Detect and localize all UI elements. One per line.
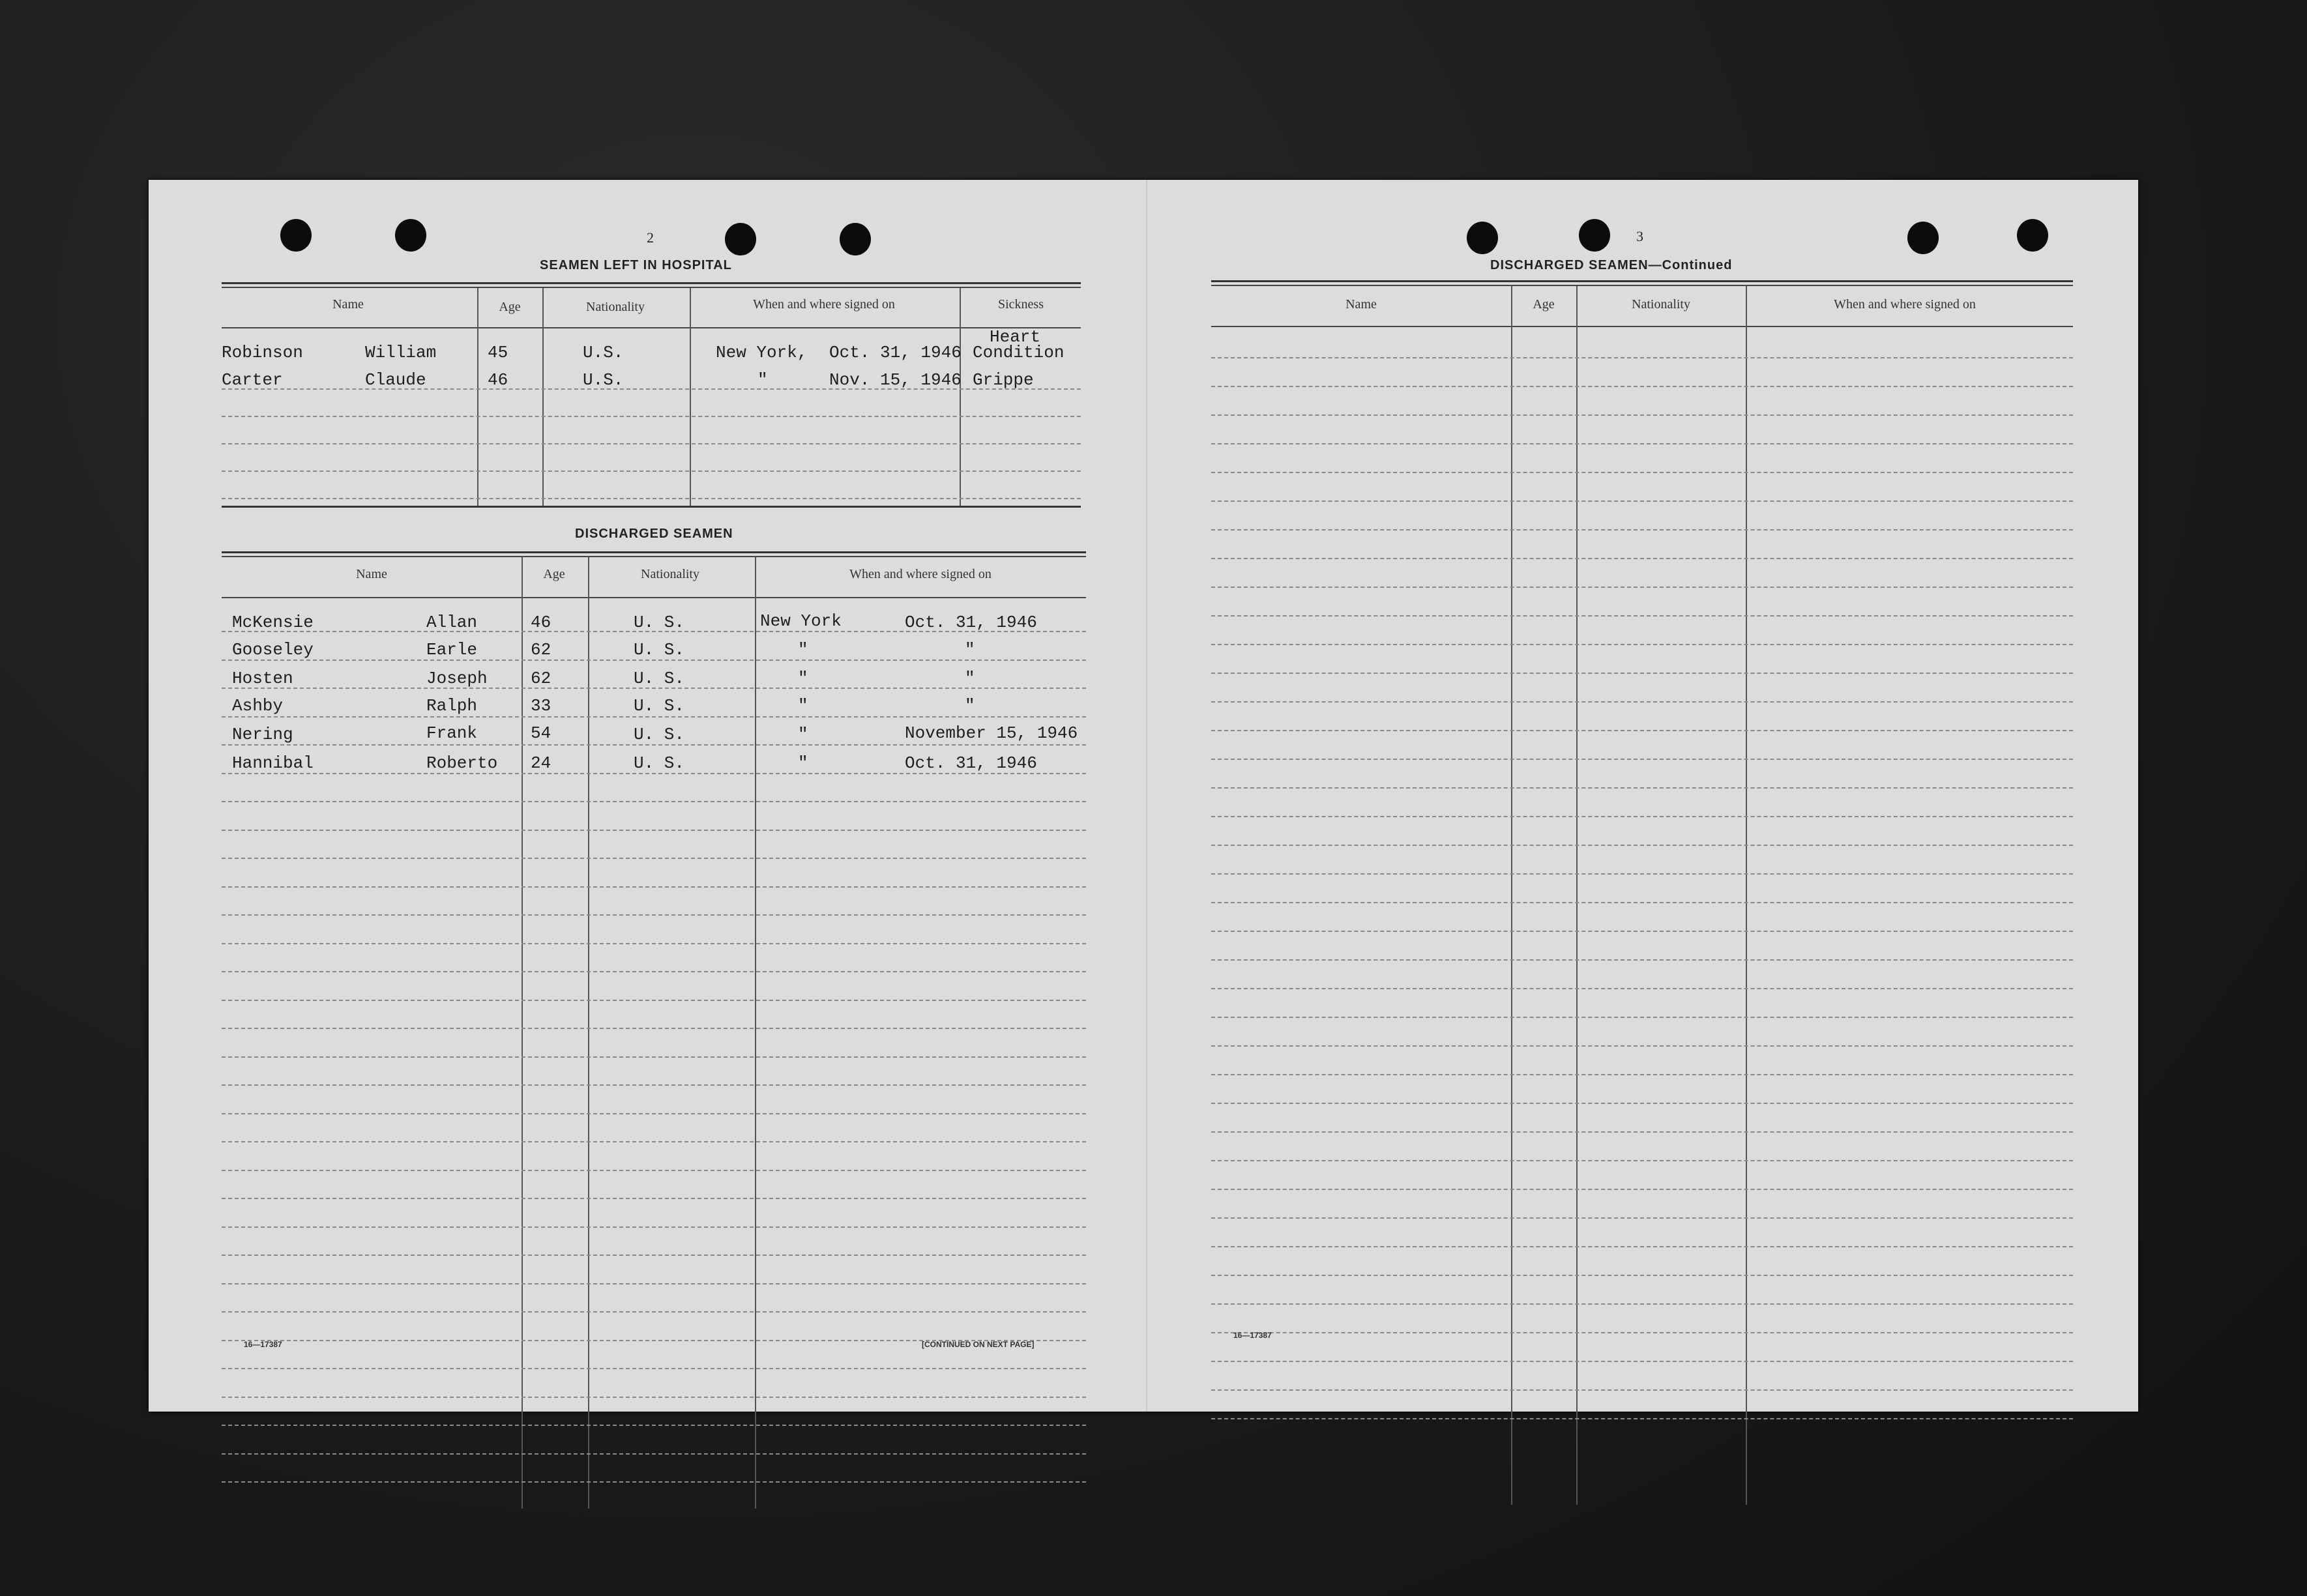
row-rule [1211, 529, 2073, 530]
age-cell: 24 [531, 753, 551, 773]
age-cell: 46 [488, 370, 508, 390]
date-cell: November 15, 1946 [905, 723, 1078, 743]
row-rule [1211, 959, 2073, 961]
form-number: 16—17387 [1233, 1331, 1272, 1340]
row-rule [1211, 1045, 2073, 1047]
row-rule [1211, 644, 2073, 645]
row-rule [1211, 443, 2073, 444]
row-rule [1211, 816, 2073, 817]
given-name-cell: Ralph [426, 696, 478, 716]
date-cell: Oct. 31, 1946 [905, 753, 1037, 773]
column-divider [542, 288, 544, 506]
row-rule [222, 1084, 1086, 1086]
given-name-cell: Earle [426, 640, 478, 660]
row-rule [222, 1368, 1086, 1369]
continued-note: [CONTINUED ON NEXT PAGE] [922, 1340, 1035, 1349]
row-rule [222, 943, 1086, 944]
row-rule [1211, 701, 2073, 703]
row-rule [222, 830, 1086, 831]
col-header-sickness: Sickness [998, 297, 1044, 312]
row-rule [1211, 1131, 2073, 1133]
nationality-cell: U.S. [583, 370, 624, 390]
row-rule [1211, 1275, 2073, 1276]
row-rule [1211, 845, 2073, 846]
form-number: 16—17387 [244, 1340, 282, 1349]
col-header-signed-on: When and where signed on [849, 567, 992, 581]
row-rule [222, 1397, 1086, 1398]
row-rule [1211, 1303, 2073, 1305]
header-rule [1211, 326, 2073, 327]
given-name-cell: Frank [426, 723, 478, 743]
row-rule [222, 1056, 1086, 1058]
row-rule [222, 1481, 1086, 1483]
table-rule [222, 556, 1086, 557]
row-rule [222, 858, 1086, 859]
row-rule [222, 1453, 1086, 1455]
header-rule [222, 597, 1086, 598]
row-rule [1211, 558, 2073, 559]
table-rule [1211, 280, 2073, 282]
col-header-nationality: Nationality [1632, 297, 1690, 312]
place-cell: " [798, 640, 808, 660]
col-header-nationality: Nationality [586, 300, 645, 314]
row-rule [1211, 673, 2073, 674]
row-rule [222, 498, 1081, 499]
col-header-name: Name [356, 567, 387, 581]
column-divider [755, 557, 756, 1509]
row-rule [1211, 501, 2073, 502]
header-rule [222, 327, 1081, 328]
row-rule [1211, 615, 2073, 617]
surname-cell: Robinson [222, 343, 303, 362]
left-page [149, 180, 1146, 1412]
nationality-cell: U. S. [634, 753, 685, 773]
nationality-cell: U. S. [634, 696, 685, 716]
given-name-cell: Roberto [426, 753, 498, 773]
row-rule [222, 914, 1086, 916]
row-rule [222, 801, 1086, 802]
age-cell: 62 [531, 669, 551, 688]
row-rule [1211, 787, 2073, 789]
surname-cell: Gooseley [232, 640, 314, 660]
column-divider [1576, 286, 1578, 1505]
date-cell: Oct. 31, 1946 [829, 343, 962, 362]
place-cell: " [798, 725, 808, 744]
row-rule [1211, 414, 2073, 416]
right-page [1146, 180, 2138, 1412]
surname-cell: Hosten [232, 669, 293, 688]
row-rule [222, 1198, 1086, 1199]
col-header-age: Age [543, 567, 565, 581]
row-rule [1211, 873, 2073, 875]
table-rule [222, 551, 1086, 553]
row-rule [222, 1283, 1086, 1284]
age-cell: 33 [531, 696, 551, 716]
given-name-cell: Joseph [426, 669, 488, 688]
surname-cell: Nering [232, 725, 293, 744]
place-cell: " [798, 753, 808, 773]
row-rule [1211, 587, 2073, 588]
row-rule [222, 716, 1086, 718]
row-rule [222, 1028, 1086, 1029]
row-rule [222, 443, 1081, 444]
row-rule [222, 971, 1086, 972]
surname-cell: McKensie [232, 613, 314, 632]
col-header-name: Name [332, 297, 364, 312]
nationality-cell: U. S. [634, 669, 685, 688]
given-name-cell: Claude [365, 370, 426, 390]
date-cell: " [965, 640, 975, 660]
row-rule [222, 1425, 1086, 1426]
row-rule [1211, 1332, 2073, 1333]
column-divider [588, 557, 589, 1509]
column-divider [690, 288, 691, 506]
row-rule [222, 744, 1086, 746]
col-header-nationality: Nationality [641, 567, 699, 581]
row-rule [1211, 1103, 2073, 1104]
row-rule [1211, 759, 2073, 760]
row-rule [1211, 1217, 2073, 1219]
nationality-cell: U. S. [634, 725, 685, 744]
sickness-cell: Heart [990, 327, 1041, 347]
nationality-cell: U. S. [634, 613, 685, 632]
row-rule [1211, 1160, 2073, 1161]
row-rule [222, 416, 1081, 417]
column-divider [1746, 286, 1747, 1505]
table-rule [222, 287, 1081, 288]
age-cell: 54 [531, 723, 551, 743]
table-rule [222, 506, 1081, 508]
row-rule [222, 1141, 1086, 1142]
given-name-cell: Allan [426, 613, 478, 632]
sickness-cell: Grippe [973, 370, 1034, 390]
row-rule [1211, 357, 2073, 358]
place-cell: " [757, 370, 768, 390]
page-number: 2 [647, 229, 654, 246]
row-rule [222, 886, 1086, 888]
row-rule [222, 1226, 1086, 1228]
row-rule [1211, 1017, 2073, 1018]
discharged-continued-title: DISCHARGED SEAMEN—Continued [1490, 258, 1733, 272]
col-header-signed-on: When and where signed on [1834, 297, 1976, 312]
col-header-name: Name [1345, 297, 1377, 312]
col-header-signed-on: When and where signed on [753, 297, 895, 312]
date-cell: Nov. 15, 1946 [829, 370, 962, 390]
place-cell: " [798, 669, 808, 688]
hospital-section-title: SEAMEN LEFT IN HOSPITAL [540, 258, 732, 272]
row-rule [222, 471, 1081, 472]
surname-cell: Ashby [232, 696, 284, 716]
row-rule [1211, 931, 2073, 932]
column-divider [960, 288, 961, 506]
nationality-cell: U. S. [634, 640, 685, 660]
row-rule [222, 1255, 1086, 1256]
row-rule [222, 1000, 1086, 1001]
row-rule [222, 1170, 1086, 1171]
sickness-cell: Condition [973, 343, 1065, 362]
row-rule [1211, 1246, 2073, 1247]
column-divider [522, 557, 523, 1509]
col-header-age: Age [1533, 297, 1555, 312]
document-sheet [149, 180, 2138, 1412]
date-cell: Oct. 31, 1946 [905, 613, 1037, 632]
table-rule [222, 282, 1081, 284]
table-rule [1211, 285, 2073, 286]
page-number: 3 [1636, 228, 1643, 244]
surname-cell: Carter [222, 370, 283, 390]
discharged-section-title: DISCHARGED SEAMEN [575, 527, 733, 541]
row-rule [1211, 730, 2073, 731]
nationality-cell: U.S. [583, 343, 624, 362]
row-rule [1211, 1189, 2073, 1190]
date-cell: " [965, 669, 975, 688]
row-rule [1211, 1361, 2073, 1362]
row-rule [1211, 1074, 2073, 1075]
col-header-age: Age [499, 300, 521, 314]
row-rule [1211, 902, 2073, 903]
place-cell: " [798, 696, 808, 716]
place-cell: New York, [716, 343, 808, 362]
age-cell: 62 [531, 640, 551, 660]
place-cell: New York [760, 611, 842, 631]
surname-cell: Hannibal [232, 753, 314, 773]
row-rule [1211, 472, 2073, 473]
row-rule [222, 1113, 1086, 1114]
given-name-cell: William [365, 343, 437, 362]
age-cell: 46 [531, 613, 551, 632]
row-rule [222, 1311, 1086, 1313]
column-divider [477, 288, 478, 506]
date-cell: " [965, 696, 975, 716]
row-rule [1211, 1389, 2073, 1391]
row-rule [1211, 988, 2073, 989]
column-divider [1511, 286, 1512, 1505]
row-rule [1211, 386, 2073, 387]
age-cell: 45 [488, 343, 508, 362]
row-rule [1211, 1418, 2073, 1419]
